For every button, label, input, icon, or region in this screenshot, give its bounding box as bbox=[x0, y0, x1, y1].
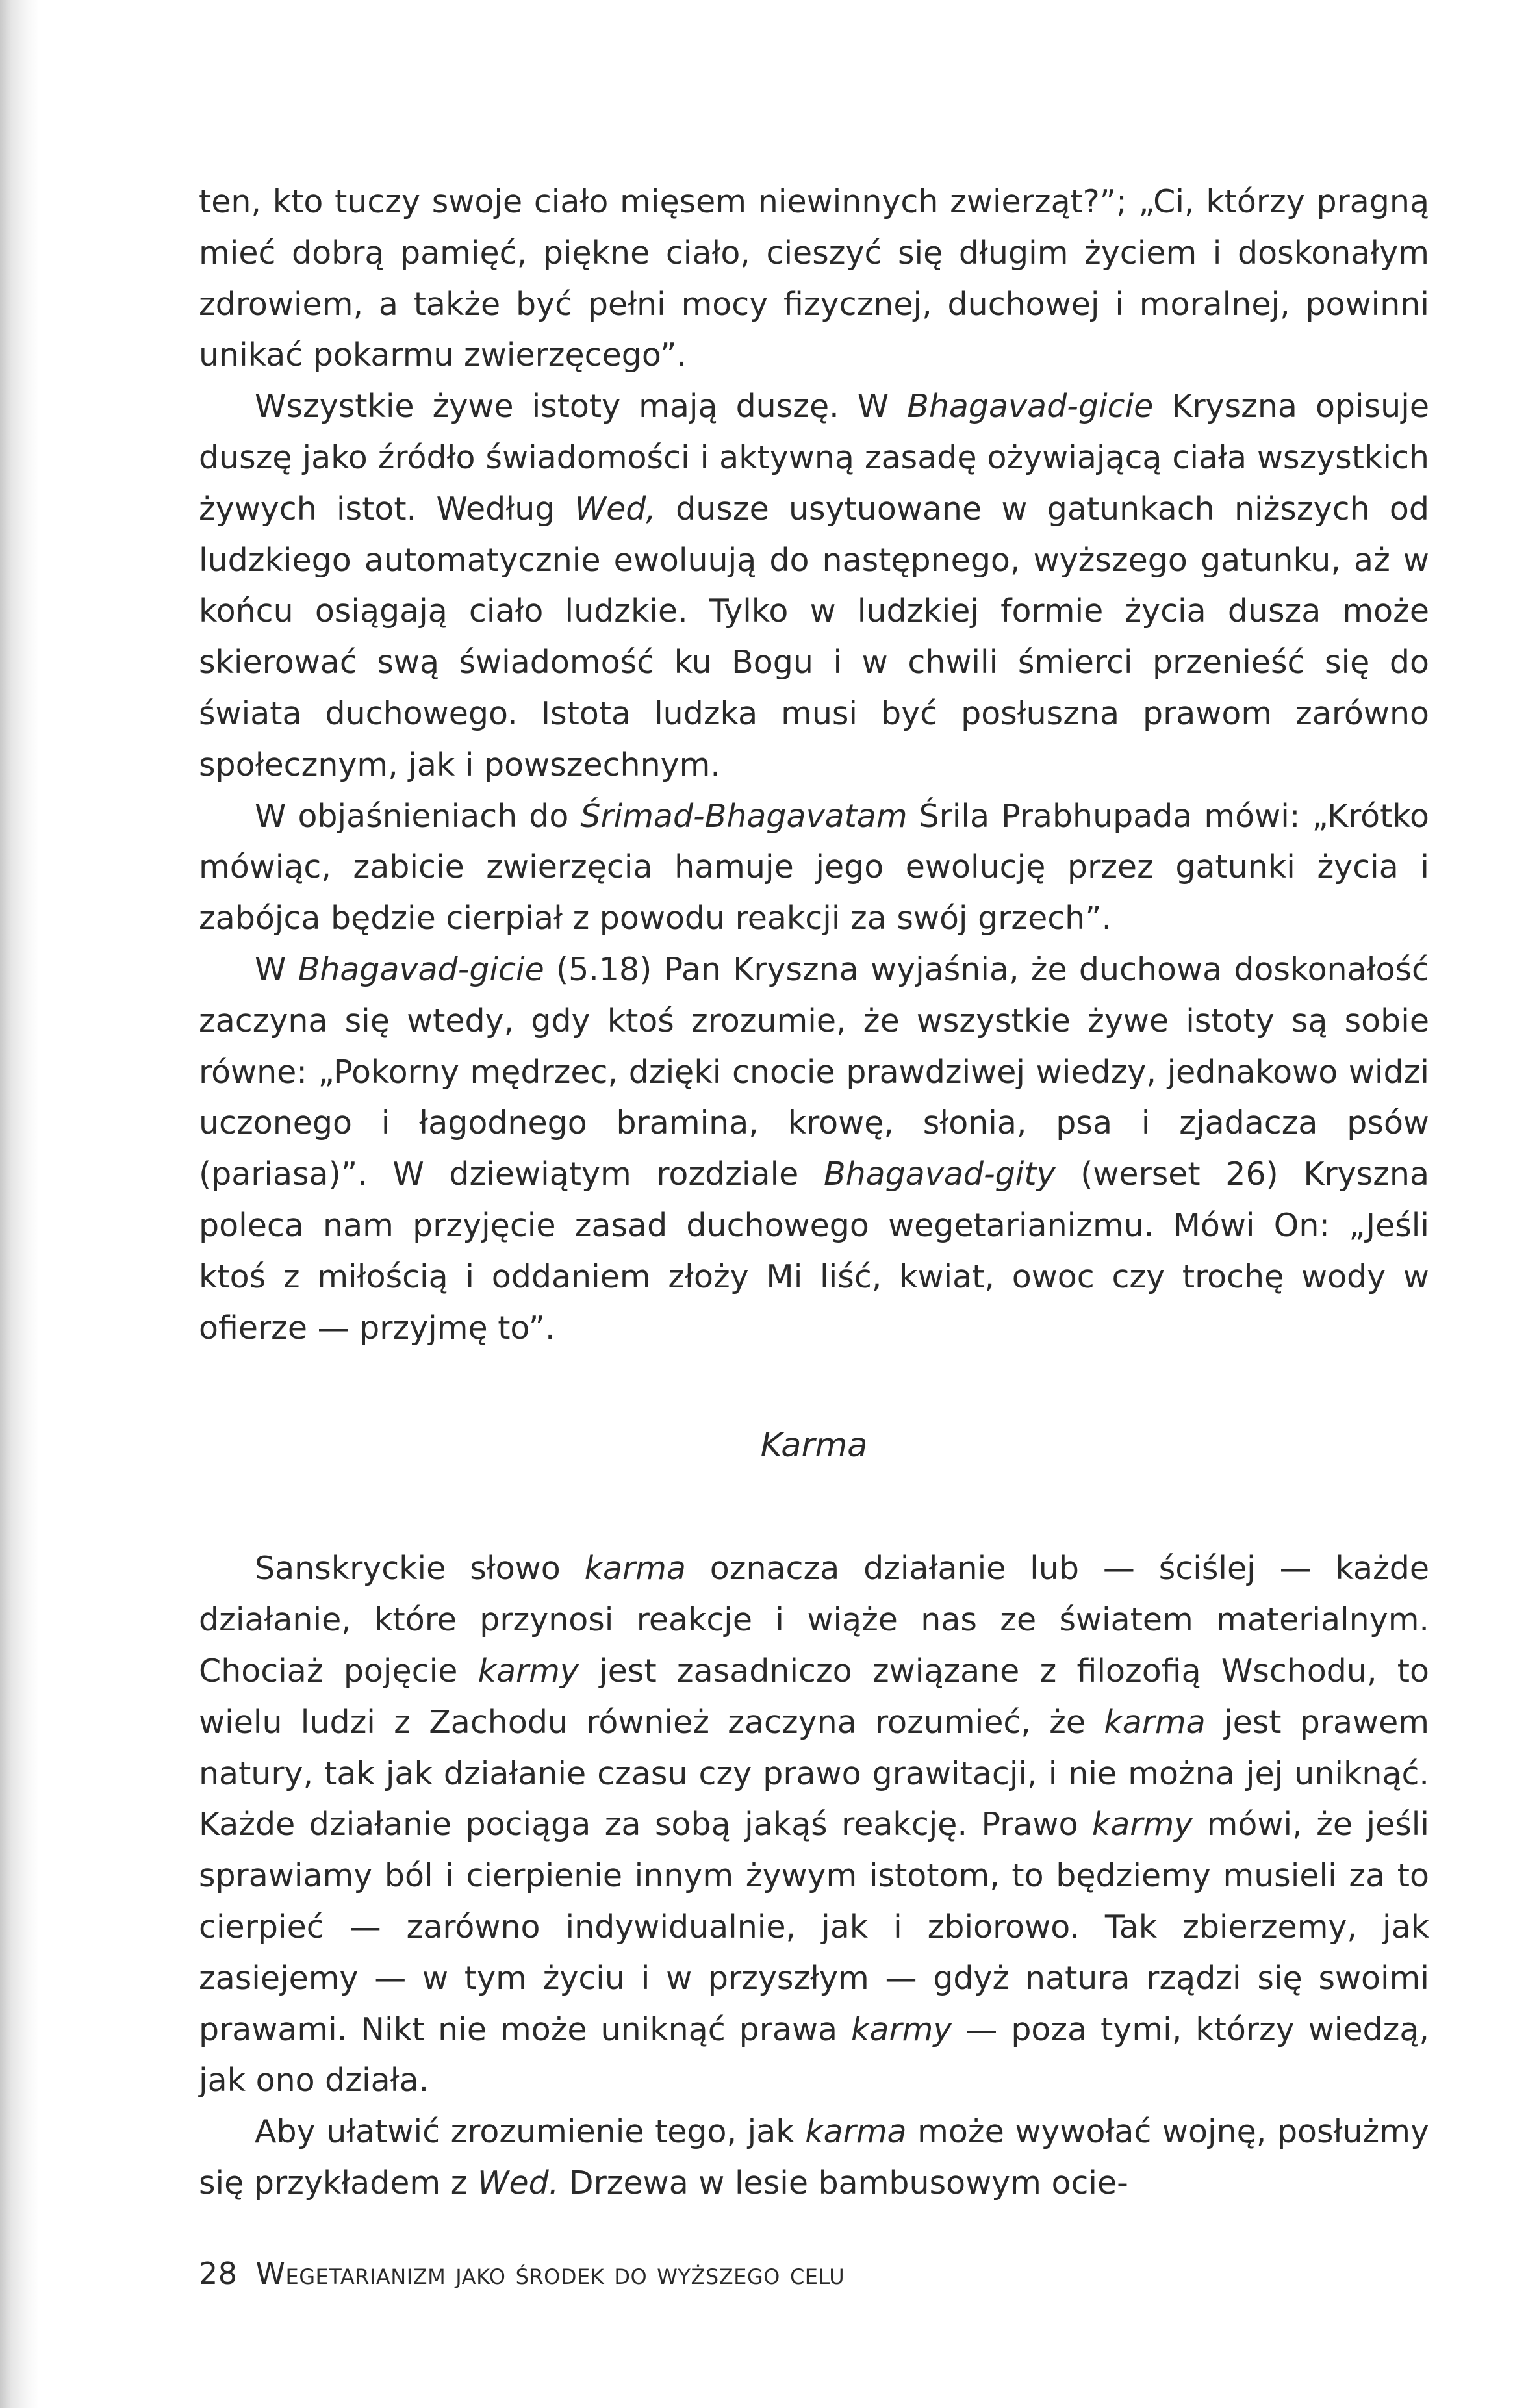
text-run: Wszystkie żywe istoty mają duszę. W bbox=[255, 388, 908, 425]
text-run: (5.18) Pan Kryszna wyjaśnia, że duchowa doskonałość zaczyna się wtedy, gdy ktoś zrozumie, że wszystkie żywe istoty są sobie równe: „Pokorny mędrzec, dzięki cnocie prawdziwej wiedzy, jednakowo widzi uczonego i łagodnego bramina, krowę, słonia, psa i zjadacza psów (pariasa)”. W dziewiątym rozdziale bbox=[199, 950, 1429, 1193]
paragraph bbox=[199, 1543, 1429, 2107]
text-block-before-heading bbox=[199, 177, 1429, 1354]
section-heading: Karma bbox=[760, 1426, 868, 1465]
text-run: oznacza działanie lub — ściślej — każde działanie, które przynosi reakcje i wiąże nas ze światem materialnym. Chociaż pojęcie bbox=[199, 1550, 1429, 1690]
text-run: — poza tymi, którzy wiedzą, jak ono działa. bbox=[199, 2010, 1429, 2099]
italic-term: karmy bbox=[851, 2010, 952, 2048]
text-run: (werset 26) Kryszna poleca nam przyjęcie zasad duchowego wegetarianizmu. Mówi On: „Jeśli ktoś z miłością i oddaniem złoży Mi liść, kwiat, owoc czy trochę wody w ofierze — przyjmę to”. bbox=[199, 1156, 1429, 1347]
italic-term: Bhagavad-gicie bbox=[298, 950, 544, 988]
text-run: Aby ułatwić zrozumienie tego, jak bbox=[255, 2113, 806, 2151]
text-run: Drzewa w lesie bambusowym ocie- bbox=[559, 2164, 1128, 2201]
italic-term: Śrimad-Bhagavatam bbox=[580, 797, 908, 835]
paragraph bbox=[199, 791, 1429, 944]
text-run: jest zasadniczo związane z filozofią Wschodu, to wielu ludzi z Zachodu również zaczyna rozumieć, że bbox=[199, 1652, 1429, 1741]
text-run: Sanskryckie słowo bbox=[255, 1550, 585, 1588]
text-run: ten, kto tuczy swoje ciało mięsem niewinnych zwierząt?”; „Ci, którzy pragną mieć dobrą pamięć, piękne ciało, cieszyć się długim życiem i doskonałym zdrowiem, a także być pełni mocy fizycznej, duchowej i moralnej, powinni unikać pokarmu zwierzęcego”. bbox=[199, 183, 1429, 374]
text-run: W bbox=[255, 950, 298, 988]
page-body bbox=[199, 177, 1429, 2209]
italic-term: Wed. bbox=[477, 2164, 559, 2201]
page-number: 28 bbox=[199, 2256, 238, 2291]
text-run: mówi, że jeśli sprawiamy ból i cierpienie innym żywym istotom, to będziemy musieli za to cierpieć — zarówno indywidualnie, jak i zbiorowo. Tak zbierzemy, jak zasiejemy — w tym życiu i w przyszłym — gdyż natura rządzi się swoimi prawami. Nikt nie może uniknąć prawa bbox=[199, 1806, 1429, 2048]
text-run: może wywołać wojnę, posłużmy się przykładem z bbox=[199, 2113, 1429, 2201]
italic-term: karmy bbox=[477, 1652, 579, 1690]
text-run: jest prawem natury, tak jak działanie czasu czy prawo grawitacji, i nie można jej uniknąć. Każde działanie pociąga za sobą jakąś reakcję. Prawo bbox=[199, 1703, 1429, 1844]
italic-term: karma bbox=[1104, 1703, 1206, 1741]
italic-term: Bhagavad-gicie bbox=[907, 388, 1154, 425]
italic-term: karmy bbox=[1091, 1806, 1193, 1844]
running-title: Wegetarianizm jako środek do wyższego celu bbox=[255, 2256, 845, 2291]
paragraph bbox=[199, 944, 1429, 1354]
text-run: Śrila Prabhupada mówi: „Krótko mówiąc, zabicie zwierzęcia hamuje jego ewolucję przez gatunki życia i zabójca będzie cierpiał z powodu reakcji za swój grzech”. bbox=[199, 797, 1429, 937]
paragraph bbox=[199, 2107, 1429, 2209]
paragraph bbox=[199, 177, 1429, 381]
paragraph bbox=[199, 381, 1429, 791]
italic-term: Wed, bbox=[574, 490, 656, 527]
page-footer bbox=[199, 2254, 845, 2293]
text-block-after-heading bbox=[199, 1543, 1429, 2209]
italic-term: karma bbox=[805, 2113, 907, 2151]
text-run: dusze usytuowane w gatunkach niższych od ludzkiego automatycznie ewoluują do następnego, wyższego gatunku, aż w końcu osiągają ciało ludzkie. Tylko w ludzkiej formie życia dusza może skierować swą świadomość ku Bogu i w chwili śmierci przenieść się do świata duchowego. Istota ludzka musi być posłuszna prawom zarówno społecznym, jak i powszechnym. bbox=[199, 490, 1429, 783]
italic-term: Bhagavad-gity bbox=[824, 1156, 1056, 1193]
book-spine-shadow bbox=[0, 0, 39, 2408]
text-run: Kryszna opisuje duszę jako źródło świadomości i aktywną zasadę ożywiającą ciała wszystkich żywych istot. Według bbox=[199, 388, 1429, 527]
italic-term: karma bbox=[584, 1550, 686, 1588]
text-run: W objaśnieniach do bbox=[255, 797, 581, 835]
